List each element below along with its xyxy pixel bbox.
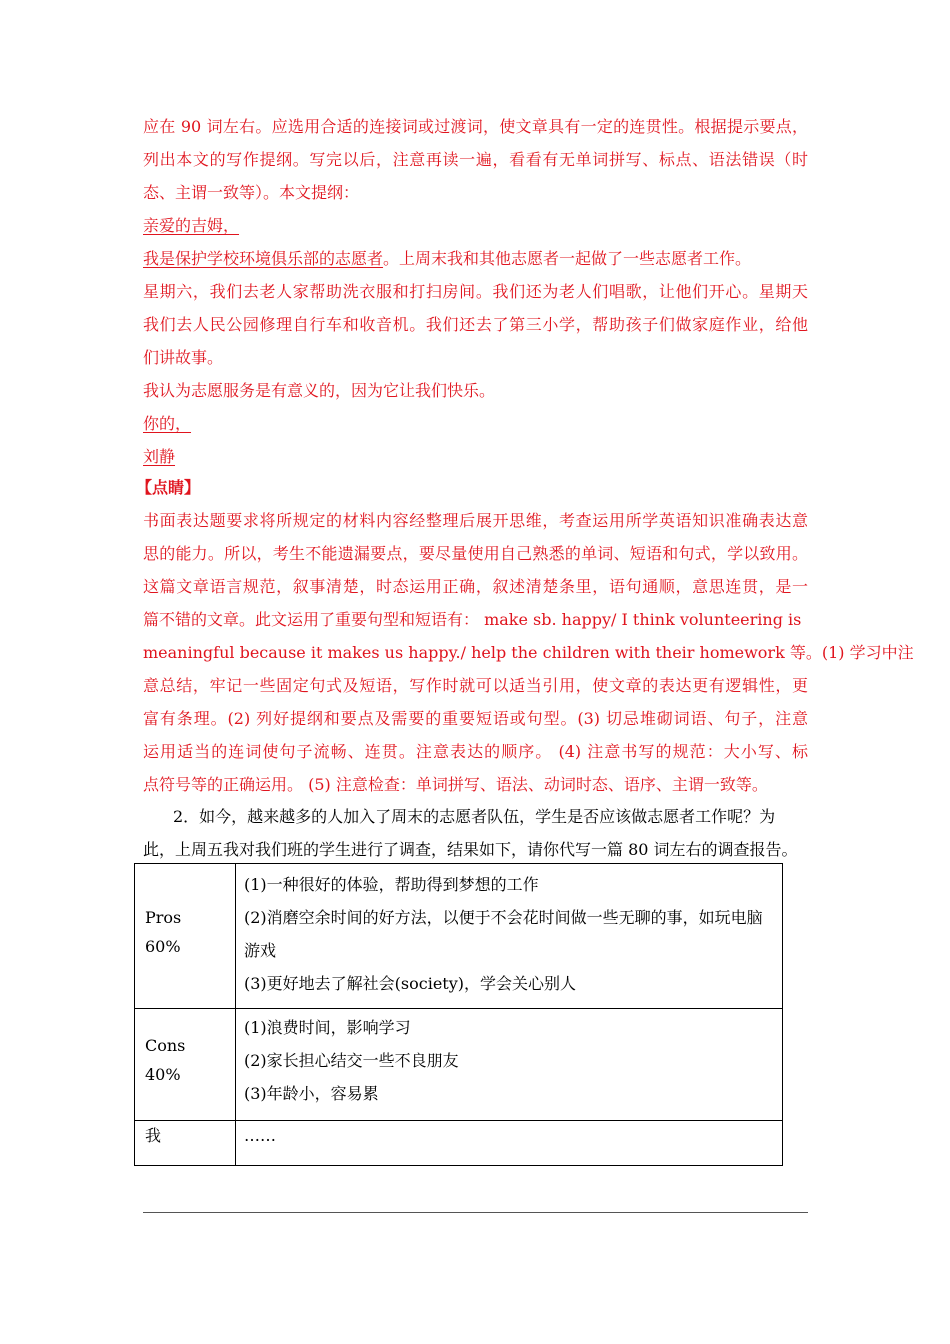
body-paragraph-1 bbox=[143, 248, 808, 270]
body-2-line-2: 我们去人民公园修理自行车和收音机。我们还去了第三小学，帮助孩子们做家庭作业，给他 bbox=[143, 315, 808, 334]
me-label-cell bbox=[135, 1121, 236, 1166]
comment-line-5: meaningful because it makes us happy./ help the children with their homework 等。(1) 学习中注 bbox=[143, 643, 914, 662]
table-row-me bbox=[135, 1121, 783, 1166]
pros-label: Pros bbox=[145, 908, 182, 927]
intro-line-2: 列出本文的写作提纲。写完以后，注意再读一遍，看看有无单词拼写、标点、语法错误（时 bbox=[143, 150, 808, 169]
cons-percent: 40% bbox=[145, 1065, 181, 1084]
closing bbox=[143, 413, 808, 435]
comment-line-4: 篇不错的文章。此文运用了重要句型和短语有： make sb. happy/ I think volunteering is bbox=[143, 610, 802, 629]
comment-line-3: 这篇文章语言规范，叙事清楚，时态运用正确，叙述清楚条里，语句通顺，意思连贯，是一 bbox=[143, 577, 808, 596]
question2-line-2: 此，上周五我对我们班的学生进行了调查，结果如下，请你代写一篇 80 词左右的调查报告。 bbox=[143, 840, 798, 859]
closing-text: 你的， bbox=[143, 414, 192, 433]
salutation bbox=[143, 215, 808, 237]
table-row-cons bbox=[135, 1009, 783, 1121]
me-item: …… bbox=[244, 1126, 276, 1145]
survey-table bbox=[134, 863, 783, 1166]
body-2-line-3: 们讲故事。 bbox=[143, 348, 224, 367]
comment-line-9: 点符号等的正确运用。 (5) 注意检查：单词拼写、语法、动词时态、语序、主谓一致等。 bbox=[143, 775, 768, 794]
intro-line-1: 应在 90 词左右。应选用合适的连接词或过渡词，使文章具有一定的连贯性。根据提示要点， bbox=[143, 117, 808, 136]
pros-label-cell bbox=[135, 864, 236, 1009]
question2-line-1: 2．如今，越来越多的人加入了周末的志愿者队伍，学生是否应该做志愿者工作呢？为 bbox=[173, 807, 776, 826]
pros-percent: 60% bbox=[145, 937, 181, 956]
cons-item: (3)年龄小，容易累 bbox=[244, 1084, 379, 1103]
body-1-underlined: 我是保护学校环境俱乐部的志愿者 bbox=[143, 249, 384, 268]
comment-line-1: 书面表达题要求将所规定的材料内容经整理后展开思维，考查运用所学英语知识准确表达意 bbox=[143, 511, 808, 530]
cons-label-cell bbox=[135, 1009, 236, 1121]
comment-line-2: 思的能力。所以，考生不能遗漏要点，要尽量使用自己熟悉的单词、短语和句式，学以致用。 bbox=[143, 544, 808, 563]
pros-item: (2)消磨空余时间的好方法，以便于不会花时间做一些无聊的事，如玩电脑 bbox=[244, 908, 763, 927]
me-items-cell bbox=[236, 1121, 783, 1166]
pros-item: (1)一种很好的体验，帮助得到梦想的工作 bbox=[244, 875, 539, 894]
comment-line-6: 意总结，牢记一些固定句式及短语，写作时就可以适当引用，使文章的表达更有逻辑性，更 bbox=[143, 676, 808, 695]
pros-item: 游戏 bbox=[244, 941, 277, 960]
cons-item: (1)浪费时间，影响学习 bbox=[244, 1018, 411, 1037]
body-1-rest: 。上周末我和其他志愿者一起做了一些志愿者工作。 bbox=[383, 249, 752, 268]
comment-heading: 【点睛】 bbox=[136, 478, 201, 497]
body-paragraph-3: 我认为志愿服务是有意义的，因为它让我们快乐。 bbox=[143, 381, 496, 400]
body-2-line-1: 星期六，我们去老人家帮助洗衣服和打扫房间。我们还为老人们唱歌，让他们开心。星期天 bbox=[143, 282, 808, 301]
salutation-text: 亲爱的吉姆， bbox=[143, 216, 240, 235]
me-label: 我 bbox=[145, 1126, 162, 1145]
signature-text: 刘静 bbox=[143, 447, 176, 466]
cons-label: Cons bbox=[145, 1036, 186, 1055]
cons-item: (2)家长担心结交一些不良朋友 bbox=[244, 1051, 459, 1070]
signature bbox=[143, 446, 808, 468]
cons-items-cell bbox=[236, 1009, 783, 1121]
comment-line-8: 运用适当的连词使句子流畅、连贯。注意表达的顺序。 (4) 注意书写的规范：大小写、标 bbox=[143, 742, 808, 761]
table-row-pros bbox=[135, 864, 783, 1009]
pros-items-cell bbox=[236, 864, 783, 1009]
footer-divider bbox=[143, 1212, 808, 1213]
intro-line-3: 态、主谓一致等）。本文提纲： bbox=[143, 183, 360, 202]
comment-line-7: 富有条理。(2) 列好提纲和要点及需要的重要短语或句型。(3) 切忌堆砌词语、句子，注意 bbox=[143, 709, 808, 728]
pros-item: (3)更好地去了解社会(society)，学会关心别人 bbox=[244, 974, 577, 993]
